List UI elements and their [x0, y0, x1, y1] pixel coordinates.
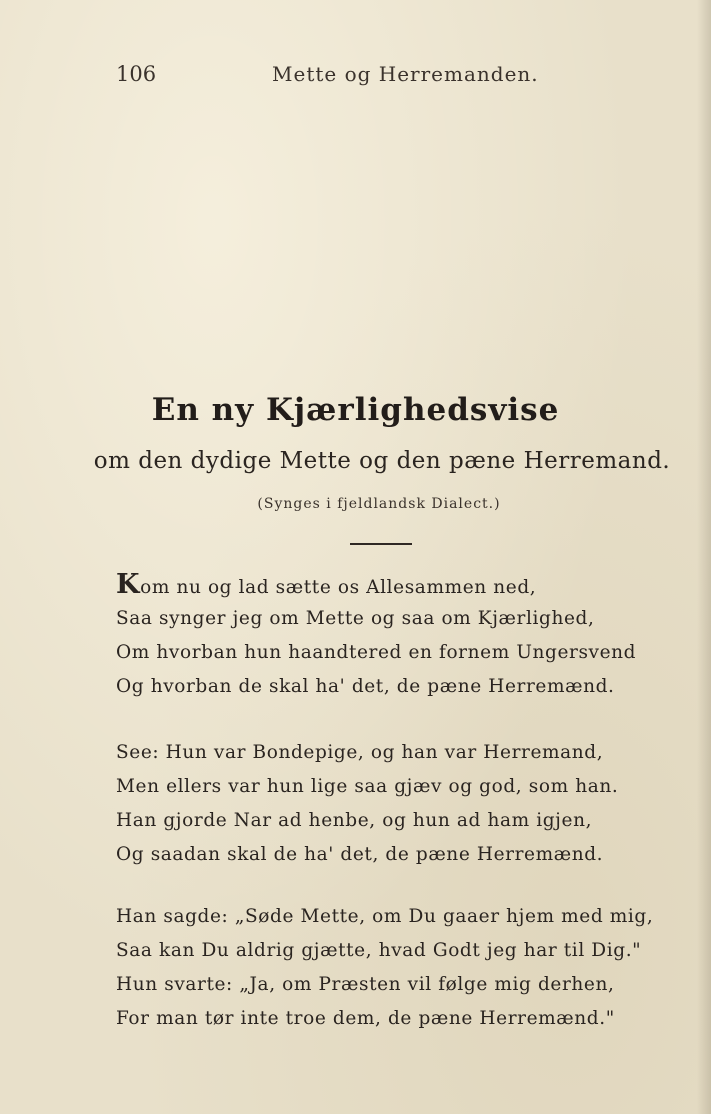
- poem-note: (Synges i fjeldlandsk Dialect.): [257, 496, 501, 512]
- stanza-1: [116, 568, 676, 704]
- running-title: Mette og Herremanden.: [272, 62, 539, 86]
- verse-line: Han sagde: „Søde Mette, om Du gaaer hjem med mig,: [116, 906, 654, 927]
- poem-title: En ny Kjærlighedsvise: [151, 392, 560, 428]
- verse-line: Han gjorde Nar ad henbe, og hun ad ham igjen,: [116, 810, 593, 831]
- verse-line: Saa synger jeg om Mette og saa om Kjærlighed,: [116, 608, 595, 629]
- verse-line: Og saadan skal de ha' det, de pæne Herremænd.: [116, 844, 604, 865]
- verse-line: Om hvorban hun haandtered en fornem Ungersvend: [116, 642, 637, 663]
- section-divider: [350, 543, 412, 545]
- stanza-3: [116, 900, 676, 1036]
- verse-line: Saa kan Du aldrig gjætte, hvad Godt jeg har til Dig.": [116, 940, 642, 961]
- verse-line: [116, 568, 676, 602]
- verse-line: For man tør inte troe dem, de pæne Herremænd.": [116, 1008, 615, 1029]
- page-edge-shadow: [697, 0, 711, 1114]
- poem-subtitle: om den dydige Mette og den pæne Herremand.: [93, 448, 671, 474]
- stanza-2: [116, 736, 676, 872]
- verse-line: Hun svarte: „Ja, om Præsten vil følge mig derhen,: [116, 974, 615, 995]
- verse-line: Men ellers var hun lige saa gjæv og god, som han.: [116, 776, 619, 797]
- page-number: 106: [116, 62, 157, 86]
- verse-line: See: Hun var Bondepige, og han var Herremand,: [116, 742, 604, 763]
- verse-line-text: om nu og lad sætte os Allesammen ned,: [140, 577, 537, 598]
- verse-line: Og hvorban de skal ha' det, de pæne Herremænd.: [116, 676, 615, 697]
- drop-cap: K: [116, 569, 141, 600]
- running-head: [0, 60, 711, 90]
